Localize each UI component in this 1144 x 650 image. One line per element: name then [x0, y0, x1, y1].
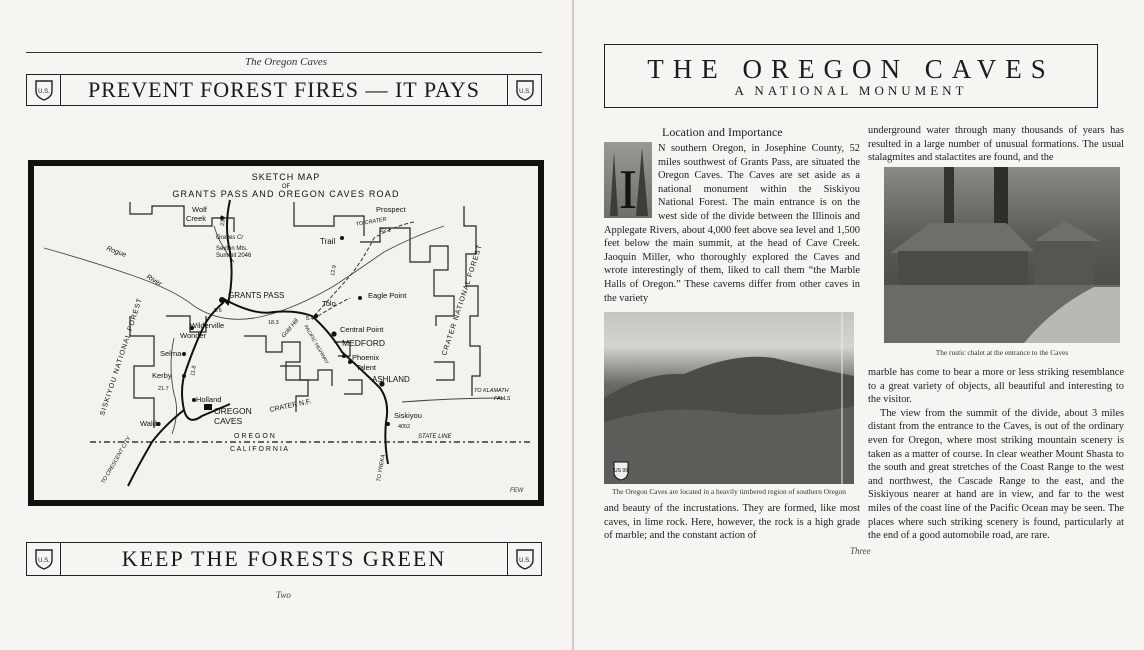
- svg-text:TO CRATER: TO CRATER: [355, 216, 388, 228]
- sketch-map-frame: [28, 160, 544, 506]
- svg-text:Trail: Trail: [320, 237, 336, 246]
- forest-service-shield-icon: [515, 79, 535, 101]
- svg-text:CAVES: CAVES: [214, 416, 243, 426]
- forest-photo: [604, 312, 854, 484]
- svg-text:Central Point: Central Point: [340, 325, 384, 334]
- svg-text:18.3: 18.3: [268, 320, 279, 326]
- folio-right: Three: [850, 546, 871, 556]
- svg-text:TO YREKA: TO YREKA: [376, 454, 387, 483]
- svg-text:U.S.: U.S.: [37, 558, 50, 564]
- right-page: [574, 0, 1144, 650]
- rivers: [44, 226, 504, 434]
- svg-text:GRANTS PASS: GRANTS PASS: [228, 291, 285, 300]
- svg-text:Talent: Talent: [356, 363, 377, 372]
- svg-text:MEDFORD: MEDFORD: [342, 338, 385, 348]
- shield-box-left: [27, 75, 61, 105]
- svg-text:22.1: 22.1: [380, 228, 391, 234]
- svg-text:Holland: Holland: [196, 395, 222, 404]
- svg-text:Eagle Point: Eagle Point: [368, 291, 407, 300]
- svg-text:Waldo: Waldo: [140, 419, 161, 428]
- map-title-3: GRANTS PASS AND OREGON CAVES ROAD: [172, 189, 400, 199]
- map-title-1: SKETCH MAP: [251, 172, 321, 182]
- svg-text:Creek: Creek: [186, 214, 207, 223]
- svg-text:Wolf: Wolf: [192, 205, 207, 214]
- sketch-map: [34, 166, 538, 500]
- svg-text:Phoenix: Phoenix: [352, 353, 380, 362]
- svg-text:PACIFIC HIGHWAY: PACIFIC HIGHWAY: [302, 324, 330, 366]
- column-right-bottom: [868, 366, 1124, 543]
- caption-forest: The Oregon Caves are located in a heavily timbered region of southern Oregon: [612, 487, 846, 496]
- svg-text:Selma: Selma: [160, 349, 182, 358]
- chalet-photo: [884, 167, 1120, 343]
- svg-text:Wilderville: Wilderville: [190, 321, 225, 330]
- svg-text:21.7: 21.7: [158, 386, 169, 392]
- svg-text:Tolo: Tolo: [322, 299, 336, 308]
- svg-text:OREGON: OREGON: [214, 406, 252, 416]
- banner-keep-forests-green: KEEP THE FORESTS GREEN: [121, 546, 447, 571]
- svg-text:Rogue: Rogue: [105, 245, 128, 259]
- page-subtitle: A NATIONAL MONUMENT: [734, 83, 968, 98]
- shield-text: U.S.: [37, 89, 50, 95]
- tree-drop-cap-icon: [604, 142, 652, 218]
- svg-text:C A L I F O R N I A: C A L I F O R N I A: [230, 446, 289, 453]
- title-box: [604, 44, 1098, 108]
- svg-text:9.6: 9.6: [214, 308, 222, 314]
- chalet-image: [884, 167, 1120, 343]
- paragraph-3: marble has come to bear a more or less striking resemblance to a great variety of objects, all beautiful and interesting to the visitor.: [868, 367, 1124, 406]
- svg-text:CRATER N.F.: CRATER N.F.: [268, 398, 313, 414]
- svg-text:4052: 4052: [398, 424, 411, 430]
- shield-box-right: [507, 75, 541, 105]
- svg-text:River: River: [145, 273, 163, 288]
- shield-box-right: [507, 543, 541, 575]
- svg-text:Wonder: Wonder: [180, 331, 207, 340]
- svg-text:Siskiyou: Siskiyou: [394, 411, 422, 420]
- svg-text:12.9: 12.9: [330, 264, 338, 277]
- svg-text:23.7: 23.7: [220, 214, 227, 227]
- svg-text:U.S.: U.S.: [518, 89, 531, 95]
- paragraph-4: The view from the summit of the divide, about 3 miles distant from the entrance to the Caves, is out of the ordinary even for Oregon, where most striking mountain scenery is taken as a matter of course. In clear weather Mount Shasta to the south and great stretches of the Coast Range to the west and northwest, the Cascade Range to the east, and the Siskiyous nearer at hand are in view, and far to the west miles of the coast line of the Pacific Ocean may be seen. The places where such striking scenery is found, particularly at the end of a good automobile road, are rare.: [868, 407, 1124, 542]
- svg-text:11.8: 11.8: [190, 365, 198, 377]
- svg-text:STATE LINE: STATE LINE: [418, 434, 452, 440]
- svg-text:O R E G O N: O R E G O N: [234, 433, 275, 440]
- column-left-bottom: [604, 502, 860, 543]
- svg-text:US 99: US 99: [614, 468, 628, 474]
- caption-chalet: The rustic chalet at the entrance to the Caves: [935, 348, 1069, 357]
- map-labels: [99, 205, 510, 485]
- forest-service-shield-icon: [34, 79, 54, 101]
- shield-box-left: [27, 543, 61, 575]
- forest-service-shield-icon: [515, 548, 535, 570]
- svg-text:ASHLAND: ASHLAND: [372, 375, 410, 384]
- forest-service-shield-icon: [34, 548, 54, 570]
- column-right-top: [868, 124, 1124, 165]
- page-title: THE OREGON CAVES: [647, 54, 1055, 84]
- svg-text:TO CRESCENT CITY: TO CRESCENT CITY: [100, 435, 133, 485]
- top-banner: [26, 74, 542, 106]
- drop-cap-letter: I: [618, 159, 638, 218]
- forest-ridge-image: [604, 312, 854, 484]
- paragraph-1-continued: and beauty of the incrustations. They are formed, like most caves, in lime rock. Here, however, the rock is a high grade of marble; and the constant action of: [604, 503, 860, 542]
- paragraph-1: N southern Oregon, in Josephine County, 52 miles southwest of Grants Pass, are situated the Oregon Caves. The Caves are set aside as a national monument within the Siskiyou National Forest. The main entrance is on the west side of the divide between the Illinois and Applegate Rivers, about 4,000 feet above sea level and 1,500 feet below the main summit, at the head of Cave Creek. Jaoquin Miller, who thoroughly explored the Caves and wrote interestingly of them, liked to call them “the Marble Halls of Oregon.” These caverns differ from other caves in the variety: [604, 143, 860, 304]
- map-title-2: OF: [281, 184, 291, 190]
- route-sign-icon: [614, 462, 628, 480]
- svg-text:CRATER NATIONAL FOREST: CRATER NATIONAL FOREST: [441, 243, 484, 357]
- svg-text:Summit 2046: Summit 2046: [216, 253, 252, 259]
- drop-cap-illustration: [604, 142, 652, 218]
- svg-text:Kerby: Kerby: [152, 371, 172, 380]
- svg-text:U.S.: U.S.: [518, 558, 531, 564]
- column-left-top: [604, 142, 860, 305]
- svg-text:FALLS: FALLS: [494, 396, 511, 402]
- folio-left: Two: [276, 590, 291, 600]
- section-heading: Location and Importance: [662, 125, 783, 139]
- oregon-caves-marker: [204, 404, 212, 410]
- svg-text:Graves Cr: Graves Cr: [216, 235, 244, 241]
- svg-text:5.4: 5.4: [306, 316, 314, 322]
- map-credit: FEW: [510, 488, 524, 494]
- bottom-banner: [26, 542, 542, 576]
- svg-text:Sexton Mts.: Sexton Mts.: [216, 246, 248, 252]
- banner-prevent-fires: PREVENT FOREST FIRES — IT PAYS: [87, 77, 481, 102]
- running-head: The Oregon Caves: [244, 56, 328, 68]
- svg-text:SISKIYOU NATIONAL FOREST: SISKIYOU NATIONAL FOREST: [99, 296, 145, 417]
- svg-text:Gold Hill: Gold Hill: [280, 318, 301, 340]
- map-drawing: [34, 166, 538, 500]
- svg-text:TO KLAMATH: TO KLAMATH: [474, 388, 509, 394]
- svg-text:Prospect: Prospect: [376, 205, 406, 214]
- paragraph-2: underground water through many thousands of years has resulted in a large number of unusual formations. The usual stalagmites and stalactites are found, and the: [868, 125, 1124, 164]
- top-rule: [26, 52, 542, 53]
